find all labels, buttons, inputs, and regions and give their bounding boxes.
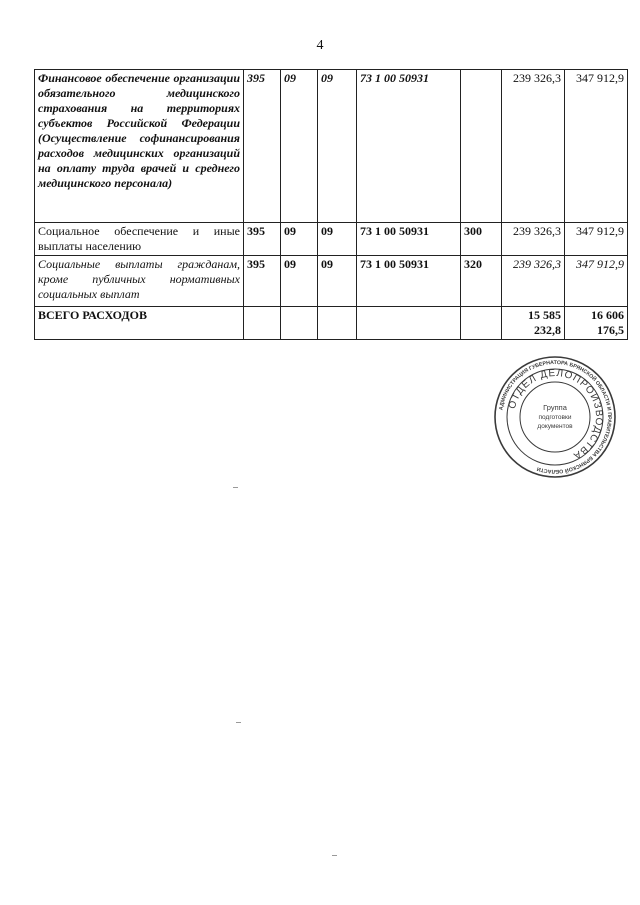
row-name: Социальные выплаты гражданам, кроме публичных нормативных социальных выплат — [35, 256, 244, 307]
row-vr: 320 — [461, 256, 502, 307]
row-amount-2: 347 912,9 — [565, 70, 628, 223]
stamp-ring-text: ОТДЕЛ ДЕЛОПРОИЗВОДСТВА — [506, 367, 605, 462]
total-amount-2: 16 606 176,5 — [565, 307, 628, 340]
row-csr: 73 1 00 50931 — [357, 223, 461, 256]
page-number: 4 — [316, 38, 324, 53]
row-podrazdel: 09 — [318, 223, 357, 256]
row-razdel: 09 — [281, 70, 318, 223]
total-row — [35, 307, 628, 340]
table-row — [35, 70, 628, 223]
total-amount-1: 15 585 232,8 — [502, 307, 565, 340]
row-amount-1: 239 326,3 — [502, 70, 565, 223]
row-vr — [461, 70, 502, 223]
row-name: Финансовое обеспечение организации обязательного медицинского страхования на территориях субъектов Российской Федерации (Осуществление софинансирования расходов медицинских организаций на оплату труда врачей и среднего медицинского персонала) — [35, 70, 244, 223]
stamp-center-line-2: подготовки — [538, 414, 572, 421]
row-glava: 395 — [244, 223, 281, 256]
row-amount-1: 239 326,3 — [502, 223, 565, 256]
scan-speck — [236, 722, 241, 723]
stamp-outer-text: АДМИНИСТРАЦИЯ ГУБЕРНАТОРА БРЯНСКОЙ ОБЛАСТИ И ПРАВИТЕЛЬСТВА БРЯНСКОЙ ОБЛАСТИ — [498, 359, 613, 475]
scan-speck — [332, 855, 337, 856]
row-csr: 73 1 00 50931 — [357, 70, 461, 223]
row-razdel: 09 — [281, 223, 318, 256]
row-amount-2: 347 912,9 — [565, 256, 628, 307]
row-name: Социальное обеспечение и иные выплаты населению — [35, 223, 244, 256]
budget-table — [34, 69, 628, 340]
row-glava: 395 — [244, 256, 281, 307]
row-podrazdel: 09 — [318, 256, 357, 307]
total-label: ВСЕГО РАСХОДОВ — [35, 307, 244, 340]
row-csr: 73 1 00 50931 — [357, 256, 461, 307]
row-razdel: 09 — [281, 256, 318, 307]
row-glava: 395 — [244, 70, 281, 223]
row-amount-1: 239 326,3 — [502, 256, 565, 307]
row-amount-2: 347 912,9 — [565, 223, 628, 256]
row-vr: 300 — [461, 223, 502, 256]
table-row — [35, 223, 628, 256]
stamp-center-line-1: Группа — [543, 403, 567, 412]
row-podrazdel: 09 — [318, 70, 357, 223]
table-row — [35, 256, 628, 307]
scan-speck — [233, 487, 238, 488]
stamp-center-line-3: документов — [537, 423, 573, 430]
department-stamp — [493, 355, 617, 479]
